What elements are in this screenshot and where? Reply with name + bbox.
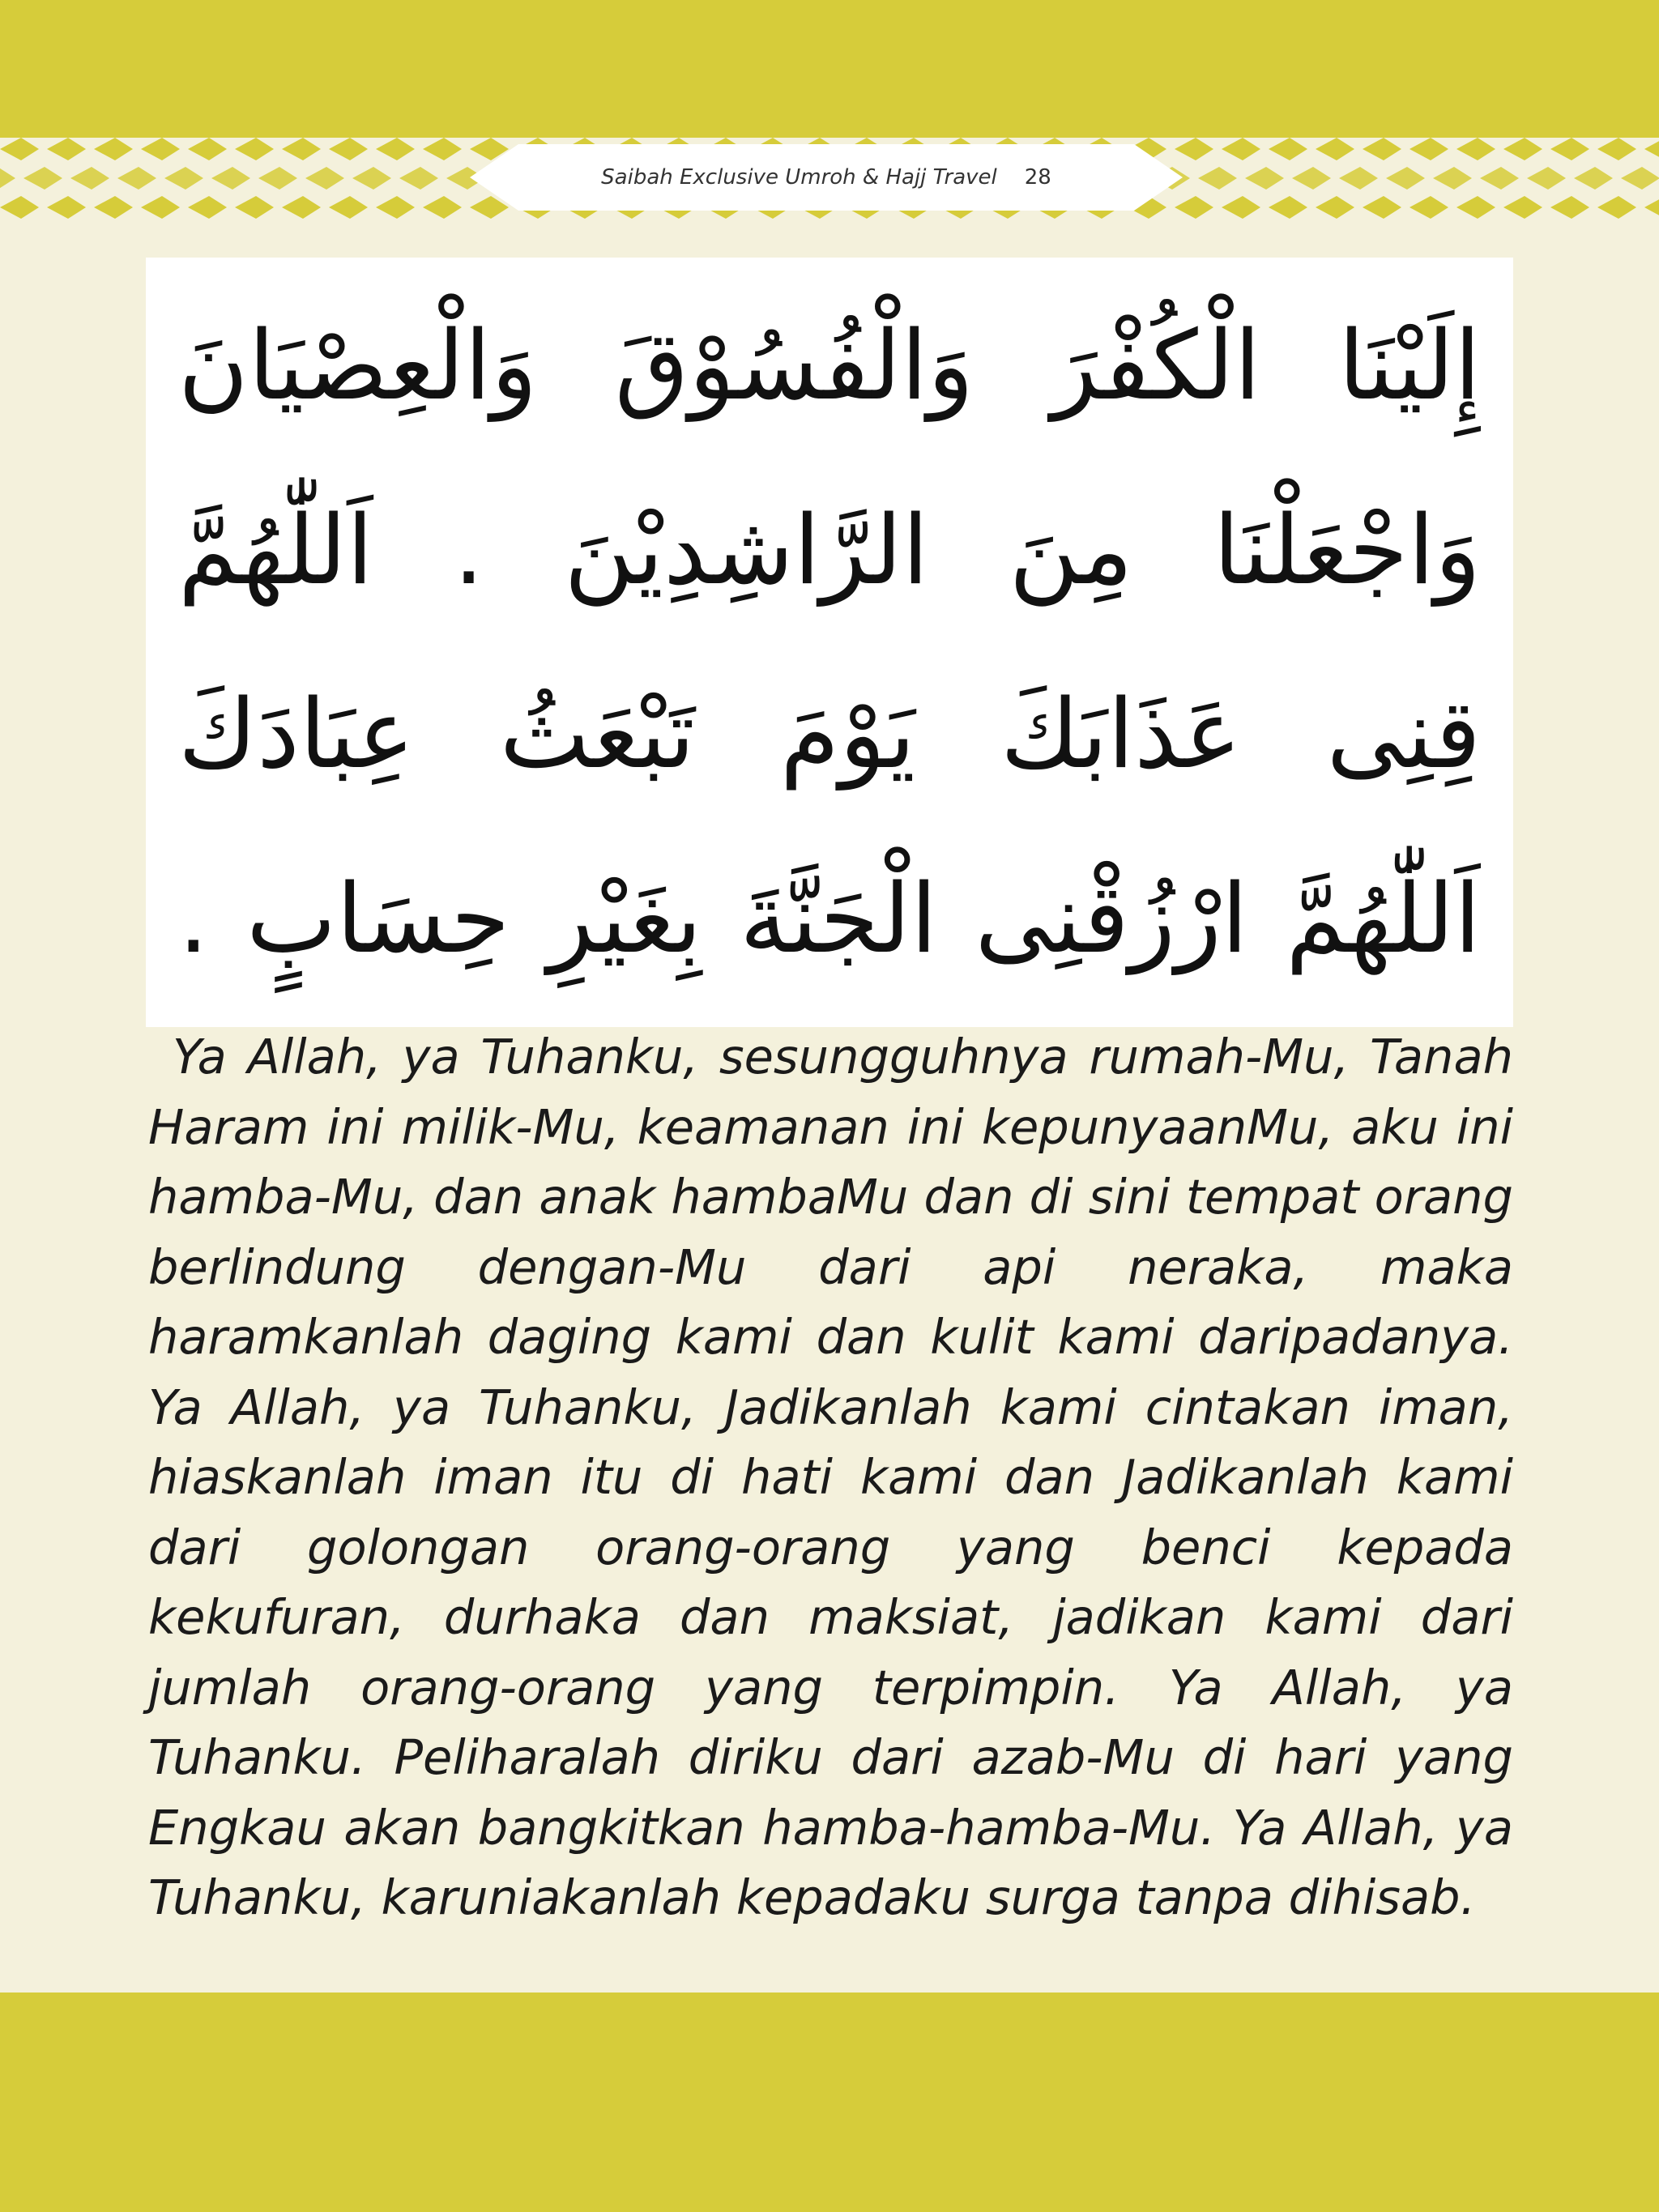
bottom-color-band: [0, 1993, 1659, 2212]
pattern-diamond: [0, 138, 39, 160]
pattern-diamond: [1198, 167, 1237, 190]
pattern-diamond: [1550, 138, 1589, 160]
pattern-diamond: [1456, 196, 1495, 219]
pattern-diamond: [1363, 196, 1401, 219]
arabic-line: قِنِى عَذَابَكَ يَوْمَ تَبْعَثُ عِبَادَكَ: [178, 678, 1481, 791]
pattern-diamond: [1386, 167, 1425, 190]
pattern-diamond: [1292, 167, 1331, 190]
pattern-diamond: [188, 138, 227, 160]
arabic-prayer-panel: [146, 258, 1513, 1027]
pattern-diamond: [235, 196, 274, 219]
pattern-diamond: [282, 138, 321, 160]
pattern-diamond: [282, 196, 321, 219]
pattern-diamond: [70, 167, 109, 190]
pattern-diamond: [329, 138, 368, 160]
pattern-diamond: [399, 167, 438, 190]
pattern-diamond: [423, 138, 462, 160]
arabic-line: اَللّٰهُمَّ ارْزُقْنِى الْجَنَّةَ بِغَيْرِ حِسَابٍ .: [178, 862, 1481, 974]
pattern-diamond: [1644, 138, 1659, 160]
pattern-diamond: [1245, 167, 1284, 190]
pattern-diamond: [1480, 167, 1519, 190]
pattern-diamond: [1433, 167, 1472, 190]
pattern-diamond: [352, 167, 391, 190]
pattern-diamond: [1316, 138, 1354, 160]
pattern-diamond: [1269, 138, 1307, 160]
pattern-diamond: [376, 138, 415, 160]
pattern-diamond: [1222, 138, 1260, 160]
pattern-diamond: [164, 167, 203, 190]
pattern-diamond: [1597, 196, 1636, 219]
pattern-diamond: [1456, 138, 1495, 160]
pattern-diamond: [423, 196, 462, 219]
pattern-diamond: [141, 196, 180, 219]
pattern-diamond: [1597, 138, 1636, 160]
pattern-diamond: [1503, 138, 1542, 160]
pattern-diamond: [1410, 196, 1448, 219]
pattern-diamond: [1503, 196, 1542, 219]
page-header: [470, 144, 1183, 211]
pattern-diamond: [305, 167, 344, 190]
pattern-diamond: [47, 138, 86, 160]
pattern-diamond: [94, 138, 133, 160]
arabic-line: وَاجْعَلْنَا مِنَ الرَّاشِدِيْنَ . اَللّٰهُمَّ: [178, 493, 1481, 606]
pattern-diamond: [117, 167, 156, 190]
pattern-diamond: [23, 167, 62, 190]
pattern-diamond: [1339, 167, 1378, 190]
pattern-diamond: [329, 196, 368, 219]
translation-paragraph: Ya Allah, ya Tuhanku, sesungguhnya rumah-Mu, Tanah Haram ini milik-Mu, keamanan ini kepunyaanMu, aku ini hamba-Mu, dan anak hambaMu dan di sini tempat orang berlindung dengan-Mu dari api neraka, maka haramkanlah daging kami dan kulit kami daripadanya. Ya Allah, ya Tuhanku, Jadikanlah kami cintakan iman, hiaskanlah iman itu di hati kami dan Jadikanlah kami dari golongan orang-orang yang benci kepada kekufuran, durhaka dan maksiat, jadikan kami dari jumlah orang-orang yang terpimpin. Ya Allah, ya Tuhanku. Peliharalah diriku dari azab-Mu di hari yang Engkau akan bangkitkan hamba-hamba-Mu. Ya Allah, ya Tuhanku, karuniakanlah kepadaku surga tanpa dihisab.: [148, 1029, 1513, 1925]
header-title: Saibah Exclusive Umroh & Hajj Travel: [601, 165, 997, 190]
pattern-diamond: [376, 196, 415, 219]
pattern-diamond: [258, 167, 297, 190]
pattern-diamond: [235, 138, 274, 160]
pattern-diamond: [188, 196, 227, 219]
pattern-diamond: [47, 196, 86, 219]
pattern-diamond: [211, 167, 250, 190]
page-number: 28: [1024, 165, 1051, 190]
pattern-diamond: [1410, 138, 1448, 160]
pattern-diamond: [1574, 167, 1613, 190]
top-color-band: [0, 0, 1659, 138]
pattern-diamond: [141, 138, 180, 160]
pattern-diamond: [0, 196, 39, 219]
pattern-diamond: [1621, 167, 1659, 190]
pattern-diamond: [1316, 196, 1354, 219]
pattern-diamond: [1269, 196, 1307, 219]
pattern-diamond: [1644, 196, 1659, 219]
pattern-diamond: [0, 167, 15, 190]
pattern-diamond: [1363, 138, 1401, 160]
pattern-diamond: [94, 196, 133, 219]
pattern-diamond: [1527, 167, 1566, 190]
pattern-diamond: [1550, 196, 1589, 219]
arabic-line: إِلَيْنَا الْكُفْرَ وَالْفُسُوْقَ وَالْعِصْيَانَ: [178, 309, 1481, 422]
pattern-diamond: [1222, 196, 1260, 219]
